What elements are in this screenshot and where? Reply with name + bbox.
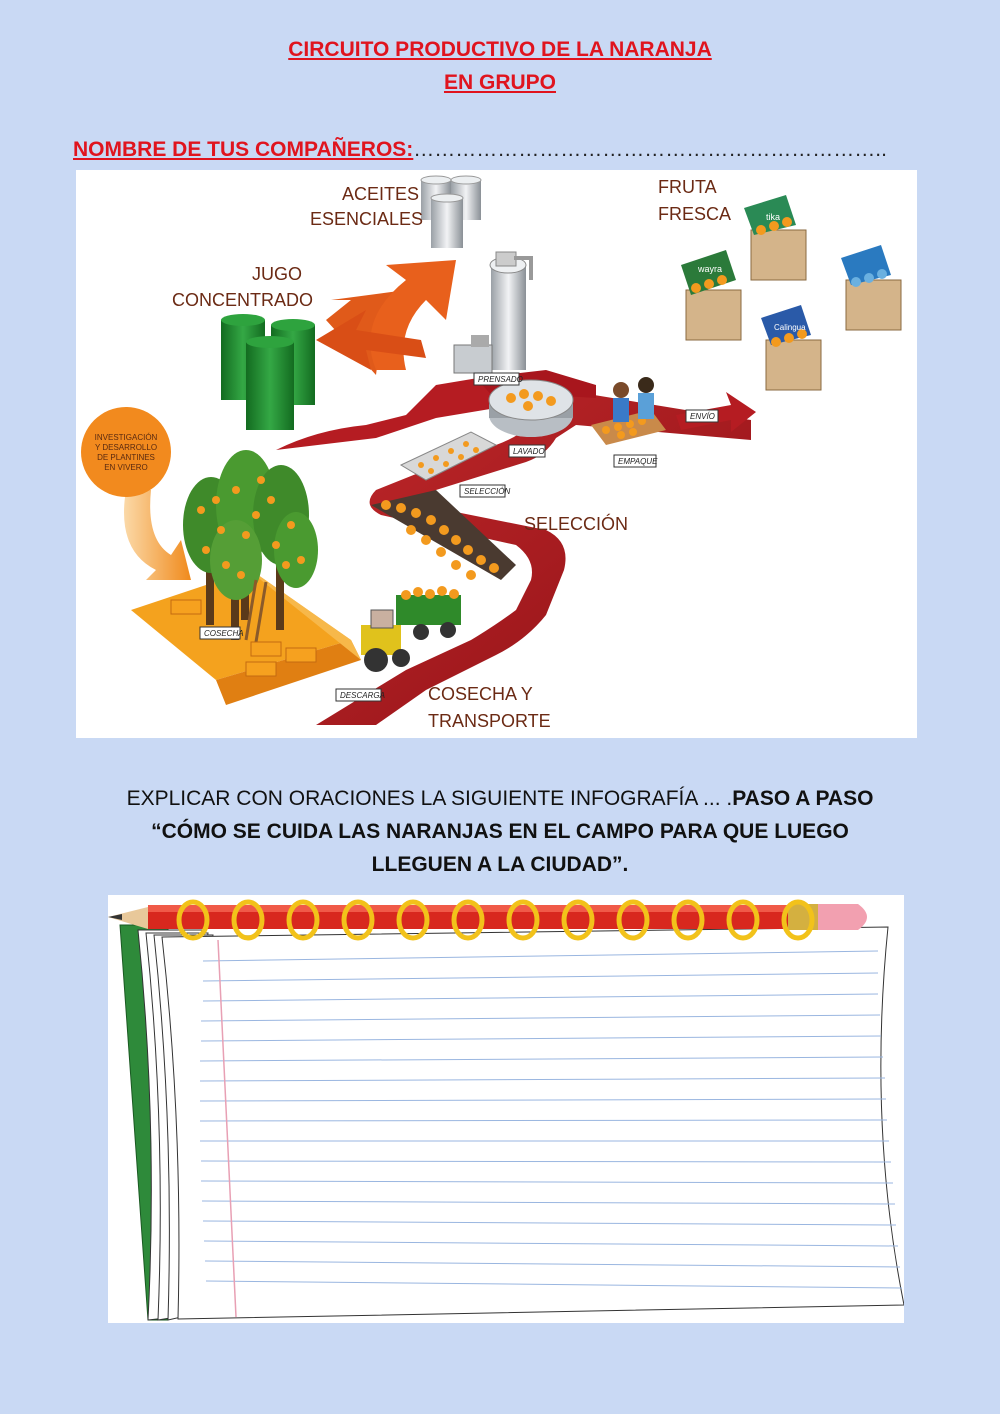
names-field[interactable] bbox=[73, 138, 887, 162]
fruit-boxes bbox=[681, 195, 901, 390]
investigation-badge bbox=[81, 407, 171, 497]
step-seleccion: SELECCIÓN bbox=[464, 487, 511, 496]
label-fruta-1: FRUTA bbox=[658, 177, 717, 197]
label-jugo-1: JUGO bbox=[252, 264, 303, 284]
oil-drums bbox=[421, 176, 481, 248]
instructions-part1: EXPLICAR CON ORACIONES LA SIGUIENTE INFOGRAFÍA ... . bbox=[126, 787, 733, 810]
label-aceites-1: ACEITES bbox=[342, 184, 420, 204]
box-brand-tika: tika bbox=[766, 212, 781, 222]
step-prensado: PRENSADO bbox=[478, 375, 523, 384]
label-fruta-2: FRESCA bbox=[658, 204, 732, 224]
names-label: NOMBRE DE TUS COMPAÑEROS: bbox=[73, 138, 414, 161]
instructions-part2: PASO A PASO bbox=[732, 787, 874, 810]
investigation-line3: DE PLANTINES bbox=[97, 453, 155, 462]
press-tower bbox=[454, 252, 531, 373]
step-cosecha: COSECHA bbox=[204, 629, 244, 638]
label-seleccion: SELECCIÓN bbox=[524, 514, 629, 534]
instructions-line3: LLEGUEN A LA CIUDAD”. bbox=[371, 853, 629, 876]
page-title: CIRCUITO PRODUCTIVO DE LA NARANJA bbox=[288, 38, 712, 61]
instructions-line2: “CÓMO SE CUIDA LAS NARANJAS EN EL CAMPO PARA QUE LUEGO bbox=[151, 820, 849, 843]
orange-production-infographic bbox=[76, 170, 917, 738]
notebook-writing-area[interactable] bbox=[108, 895, 904, 1323]
instructions bbox=[40, 782, 960, 881]
investigation-line2: Y DESARROLLO bbox=[94, 443, 158, 452]
label-jugo-2: CONCENTRADO bbox=[172, 290, 314, 310]
investigation-line4: EN VIVERO bbox=[104, 463, 148, 472]
label-aceites-2: ESENCIALES bbox=[310, 209, 424, 229]
label-cosecha-y: COSECHA Y bbox=[428, 684, 533, 704]
investigation-line1: INVESTIGACIÓN bbox=[94, 433, 158, 442]
page-subtitle: EN GRUPO bbox=[443, 71, 556, 94]
step-envio: ENVÍO bbox=[690, 412, 715, 421]
washing-machine bbox=[489, 380, 573, 437]
juice-barrels bbox=[221, 314, 315, 430]
step-lavado: LAVADO bbox=[513, 447, 545, 456]
label-transporte: TRANSPORTE bbox=[428, 711, 551, 731]
step-descarga: DESCARGA bbox=[340, 691, 385, 700]
step-empaque: EMPAQUE bbox=[618, 457, 658, 466]
box-brand-calingua: Calingua bbox=[774, 323, 806, 332]
notebook-pages bbox=[120, 925, 904, 1320]
box-brand-wayra: wayra bbox=[698, 264, 723, 274]
names-dotted-line: ………………………………………………………….. bbox=[413, 138, 887, 161]
